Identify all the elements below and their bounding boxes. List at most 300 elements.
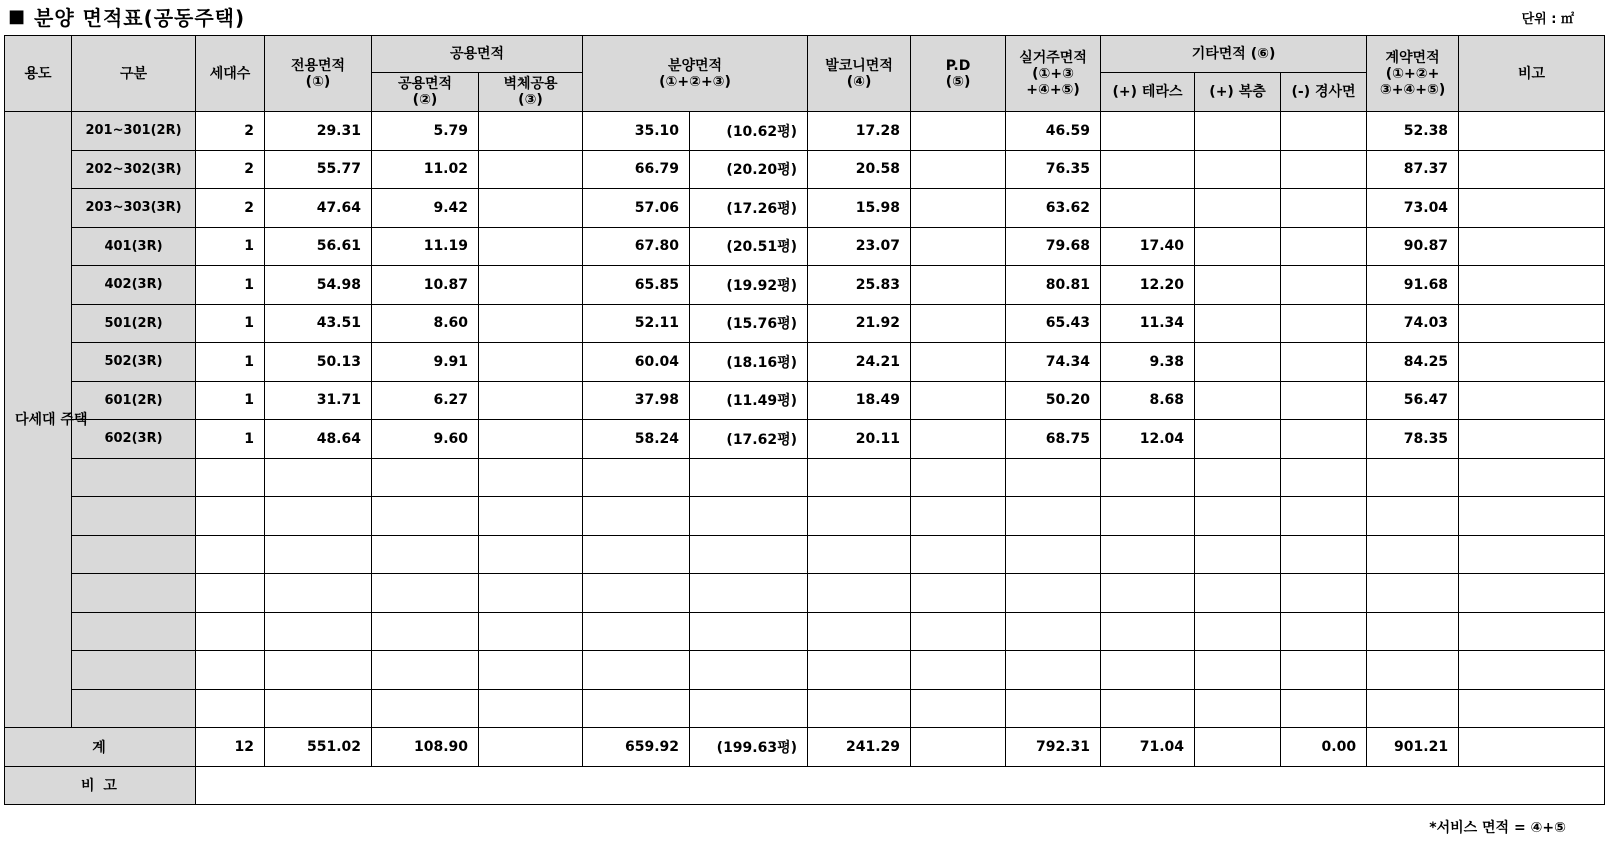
row-contract — [1367, 497, 1459, 536]
remarks-label: 비 고 — [5, 766, 196, 804]
row-sale — [583, 651, 690, 690]
row-slope — [1281, 651, 1367, 690]
row-households: 1 — [196, 227, 265, 266]
row-slope — [1281, 420, 1367, 459]
row-duplex — [1195, 266, 1281, 305]
row-common — [372, 612, 479, 651]
row-note — [1459, 458, 1605, 497]
row-slope — [1281, 304, 1367, 343]
row-common — [372, 651, 479, 690]
row-gubun: 501(2R) — [72, 304, 196, 343]
row-note — [1459, 227, 1605, 266]
row-note — [1459, 343, 1605, 382]
header-wall-line1: 벽체공용 — [503, 76, 558, 92]
row-pd — [911, 458, 1006, 497]
row-pd — [911, 612, 1006, 651]
row-pyeong — [690, 574, 808, 613]
row-balcony — [808, 535, 911, 574]
row-sale — [583, 458, 690, 497]
row-sale: 67.80 — [583, 227, 690, 266]
row-pyeong: (19.92평) — [690, 266, 808, 305]
header-common-group: 공용면적 — [372, 36, 583, 73]
total-terrace: 71.04 — [1101, 728, 1195, 767]
row-sale: 58.24 — [583, 420, 690, 459]
row-actual: 79.68 — [1006, 227, 1101, 266]
row-slope — [1281, 497, 1367, 536]
row-note — [1459, 420, 1605, 459]
header-actual-line2: (①+③ — [1032, 65, 1074, 82]
row-households: 1 — [196, 266, 265, 305]
row-sale: 60.04 — [583, 343, 690, 382]
header-common-line1: 공용면적 — [397, 76, 453, 92]
row-pyeong: (20.51평) — [690, 227, 808, 266]
row-wall — [479, 612, 583, 651]
header-contract-line2: (①+②+ — [1385, 65, 1440, 82]
row-slope — [1281, 381, 1367, 420]
header-actual — [1006, 36, 1101, 112]
row-households: 2 — [196, 150, 265, 189]
table-body — [5, 112, 1605, 805]
row-pyeong: (17.26평) — [690, 189, 808, 228]
remarks-row — [5, 766, 1605, 804]
row-terrace: 12.04 — [1101, 420, 1195, 459]
row-exclusive: 48.64 — [265, 420, 372, 459]
row-actual — [1006, 535, 1101, 574]
total-pd — [911, 728, 1006, 767]
row-slope — [1281, 574, 1367, 613]
row-duplex — [1195, 112, 1281, 151]
row-wall — [479, 266, 583, 305]
row-slope — [1281, 189, 1367, 228]
table-row — [5, 343, 1605, 382]
row-pyeong: (20.20평) — [690, 150, 808, 189]
row-actual: 76.35 — [1006, 150, 1101, 189]
row-wall — [479, 458, 583, 497]
header-households: 세대수 — [196, 36, 265, 112]
total-actual: 792.31 — [1006, 728, 1101, 767]
row-pd — [911, 574, 1006, 613]
row-slope — [1281, 458, 1367, 497]
row-balcony: 20.11 — [808, 420, 911, 459]
row-wall — [479, 227, 583, 266]
row-contract: 56.47 — [1367, 381, 1459, 420]
header-exclusive-line2: (①) — [305, 73, 331, 90]
row-wall — [479, 189, 583, 228]
row-wall — [479, 651, 583, 690]
row-exclusive: 56.61 — [265, 227, 372, 266]
row-gubun: 401(3R) — [72, 227, 196, 266]
row-terrace — [1101, 689, 1195, 728]
row-pd — [911, 420, 1006, 459]
row-duplex — [1195, 689, 1281, 728]
row-pd — [911, 189, 1006, 228]
row-duplex — [1195, 612, 1281, 651]
table-row — [5, 189, 1605, 228]
row-households: 1 — [196, 343, 265, 382]
row-gubun — [72, 689, 196, 728]
row-exclusive — [265, 689, 372, 728]
remarks-value — [196, 766, 1605, 804]
row-exclusive — [265, 497, 372, 536]
row-contract — [1367, 574, 1459, 613]
row-terrace — [1101, 458, 1195, 497]
row-slope — [1281, 227, 1367, 266]
row-actual — [1006, 458, 1101, 497]
row-wall — [479, 150, 583, 189]
row-common: 6.27 — [372, 381, 479, 420]
row-note — [1459, 112, 1605, 151]
row-common: 10.87 — [372, 266, 479, 305]
row-duplex — [1195, 381, 1281, 420]
row-note — [1459, 574, 1605, 613]
row-pd — [911, 689, 1006, 728]
row-exclusive — [265, 535, 372, 574]
row-balcony: 24.21 — [808, 343, 911, 382]
header-actual-line1: 실거주면적 — [1019, 49, 1087, 66]
row-duplex — [1195, 535, 1281, 574]
row-pd — [911, 304, 1006, 343]
row-wall — [479, 381, 583, 420]
row-gubun: 201~301(2R) — [72, 112, 196, 151]
row-pd — [911, 266, 1006, 305]
row-contract: 74.03 — [1367, 304, 1459, 343]
row-duplex — [1195, 651, 1281, 690]
row-households — [196, 574, 265, 613]
row-common — [372, 458, 479, 497]
table-row — [5, 266, 1605, 305]
row-common: 11.02 — [372, 150, 479, 189]
table-row — [5, 458, 1605, 497]
row-duplex — [1195, 420, 1281, 459]
total-pyeong: (199.63평) — [690, 728, 808, 767]
row-note — [1459, 612, 1605, 651]
row-terrace — [1101, 612, 1195, 651]
row-contract — [1367, 612, 1459, 651]
row-common: 9.91 — [372, 343, 479, 382]
row-balcony — [808, 497, 911, 536]
row-contract: 73.04 — [1367, 189, 1459, 228]
row-sale: 35.10 — [583, 112, 690, 151]
row-pyeong: (18.16평) — [690, 343, 808, 382]
row-terrace — [1101, 497, 1195, 536]
row-terrace — [1101, 150, 1195, 189]
row-common — [372, 689, 479, 728]
header-contract-line3: ③+④+⑤) — [1379, 81, 1446, 98]
row-balcony — [808, 458, 911, 497]
header-pd — [911, 36, 1006, 112]
total-balcony: 241.29 — [808, 728, 911, 767]
row-wall — [479, 343, 583, 382]
row-wall — [479, 574, 583, 613]
row-actual — [1006, 574, 1101, 613]
row-actual — [1006, 689, 1101, 728]
row-gubun: 202~302(3R) — [72, 150, 196, 189]
table-row — [5, 689, 1605, 728]
row-note — [1459, 497, 1605, 536]
row-note — [1459, 535, 1605, 574]
row-actual — [1006, 651, 1101, 690]
row-terrace — [1101, 112, 1195, 151]
unit-label: 단위 : ㎡ — [1521, 12, 1574, 27]
total-common: 108.90 — [372, 728, 479, 767]
title-square-marker: ■ — [8, 5, 27, 27]
row-sale: 37.98 — [583, 381, 690, 420]
row-terrace: 8.68 — [1101, 381, 1195, 420]
row-households — [196, 612, 265, 651]
row-slope — [1281, 535, 1367, 574]
row-contract: 52.38 — [1367, 112, 1459, 151]
row-wall — [479, 689, 583, 728]
row-sale: 65.85 — [583, 266, 690, 305]
row-households: 1 — [196, 381, 265, 420]
header-sale-line1: 분양면적 — [667, 57, 723, 74]
total-note — [1459, 728, 1605, 767]
row-contract — [1367, 689, 1459, 728]
row-balcony — [808, 612, 911, 651]
row-exclusive — [265, 458, 372, 497]
row-terrace — [1101, 189, 1195, 228]
row-exclusive: 50.13 — [265, 343, 372, 382]
header-terrace: (+) 테라스 — [1101, 73, 1195, 112]
row-actual: 63.62 — [1006, 189, 1101, 228]
row-balcony: 17.28 — [808, 112, 911, 151]
service-area-footnote: *서비스 면적 = ④+⑤ — [1429, 820, 1566, 836]
header-actual-line3: +④+⑤) — [1026, 81, 1080, 98]
row-wall — [479, 112, 583, 151]
row-exclusive: 43.51 — [265, 304, 372, 343]
row-duplex — [1195, 458, 1281, 497]
row-pyeong: (15.76평) — [690, 304, 808, 343]
total-contract: 901.21 — [1367, 728, 1459, 767]
row-sale: 66.79 — [583, 150, 690, 189]
total-households: 12 — [196, 728, 265, 767]
header-exclusive — [265, 36, 372, 112]
row-common: 9.42 — [372, 189, 479, 228]
row-wall — [479, 304, 583, 343]
header-gubun: 구분 — [72, 36, 196, 112]
row-contract: 91.68 — [1367, 266, 1459, 305]
row-pd — [911, 343, 1006, 382]
row-households — [196, 689, 265, 728]
table-row — [5, 112, 1605, 151]
row-common — [372, 535, 479, 574]
row-terrace: 12.20 — [1101, 266, 1195, 305]
row-common — [372, 574, 479, 613]
row-pd — [911, 227, 1006, 266]
row-exclusive: 55.77 — [265, 150, 372, 189]
row-gubun: 502(3R) — [72, 343, 196, 382]
row-slope — [1281, 150, 1367, 189]
row-sale — [583, 612, 690, 651]
total-slope: 0.00 — [1281, 728, 1367, 767]
row-duplex — [1195, 574, 1281, 613]
row-pd — [911, 381, 1006, 420]
header-wall — [479, 73, 583, 112]
row-actual: 68.75 — [1006, 420, 1101, 459]
row-pyeong — [690, 651, 808, 690]
total-label: 계 — [5, 728, 196, 767]
row-note — [1459, 304, 1605, 343]
table-row — [5, 651, 1605, 690]
row-gubun — [72, 535, 196, 574]
row-gubun: 602(3R) — [72, 420, 196, 459]
header-sale — [583, 36, 808, 112]
total-wall — [479, 728, 583, 767]
row-sale: 57.06 — [583, 189, 690, 228]
row-common — [372, 497, 479, 536]
row-gubun — [72, 651, 196, 690]
row-terrace: 11.34 — [1101, 304, 1195, 343]
row-households: 2 — [196, 189, 265, 228]
total-exclusive: 551.02 — [265, 728, 372, 767]
total-duplex — [1195, 728, 1281, 767]
table-row — [5, 497, 1605, 536]
header-balcony — [808, 36, 911, 112]
row-common: 9.60 — [372, 420, 479, 459]
table-row — [5, 535, 1605, 574]
row-households — [196, 458, 265, 497]
header-pd-line2: (⑤) — [945, 73, 971, 90]
row-exclusive — [265, 574, 372, 613]
title-text: 분양 면적표(공동주택) — [34, 5, 246, 30]
row-contract — [1367, 651, 1459, 690]
row-duplex — [1195, 343, 1281, 382]
row-balcony: 20.58 — [808, 150, 911, 189]
row-pyeong — [690, 689, 808, 728]
row-contract: 78.35 — [1367, 420, 1459, 459]
row-contract — [1367, 458, 1459, 497]
row-actual: 46.59 — [1006, 112, 1101, 151]
row-pyeong — [690, 497, 808, 536]
row-balcony: 21.92 — [808, 304, 911, 343]
row-pyeong: (11.49평) — [690, 381, 808, 420]
header-common-line2: (②) — [412, 92, 438, 108]
row-pyeong — [690, 458, 808, 497]
row-exclusive: 29.31 — [265, 112, 372, 151]
row-actual: 65.43 — [1006, 304, 1101, 343]
header-duplex: (+) 복층 — [1195, 73, 1281, 112]
row-gubun — [72, 574, 196, 613]
header-balcony-line2: (④) — [846, 73, 872, 90]
row-slope — [1281, 612, 1367, 651]
row-slope — [1281, 689, 1367, 728]
row-pyeong: (10.62평) — [690, 112, 808, 151]
row-wall — [479, 497, 583, 536]
row-duplex — [1195, 497, 1281, 536]
total-row — [5, 728, 1605, 767]
row-common: 8.60 — [372, 304, 479, 343]
row-pd — [911, 497, 1006, 536]
row-duplex — [1195, 150, 1281, 189]
row-slope — [1281, 266, 1367, 305]
row-common: 11.19 — [372, 227, 479, 266]
row-pd — [911, 150, 1006, 189]
row-pyeong — [690, 535, 808, 574]
row-terrace — [1101, 574, 1195, 613]
table-row — [5, 381, 1605, 420]
table-row — [5, 420, 1605, 459]
row-balcony: 15.98 — [808, 189, 911, 228]
row-gubun — [72, 612, 196, 651]
row-gubun: 601(2R) — [72, 381, 196, 420]
page-title — [8, 2, 245, 30]
row-households: 2 — [196, 112, 265, 151]
row-pyeong — [690, 612, 808, 651]
row-gubun — [72, 497, 196, 536]
row-households: 1 — [196, 304, 265, 343]
row-actual: 80.81 — [1006, 266, 1101, 305]
row-terrace — [1101, 535, 1195, 574]
table-row — [5, 150, 1605, 189]
row-households — [196, 535, 265, 574]
row-balcony: 23.07 — [808, 227, 911, 266]
row-sale — [583, 535, 690, 574]
row-terrace — [1101, 651, 1195, 690]
row-balcony — [808, 689, 911, 728]
row-sale: 52.11 — [583, 304, 690, 343]
row-contract — [1367, 535, 1459, 574]
row-duplex — [1195, 227, 1281, 266]
header-contract-line1: 계약면적 — [1385, 49, 1440, 66]
row-households — [196, 651, 265, 690]
row-terrace: 9.38 — [1101, 343, 1195, 382]
row-note — [1459, 381, 1605, 420]
row-actual — [1006, 612, 1101, 651]
header-pd-line1: P.D — [945, 57, 971, 74]
row-note — [1459, 689, 1605, 728]
row-gubun — [72, 458, 196, 497]
row-balcony — [808, 651, 911, 690]
row-exclusive — [265, 651, 372, 690]
row-note — [1459, 189, 1605, 228]
row-contract: 87.37 — [1367, 150, 1459, 189]
row-note — [1459, 266, 1605, 305]
header-wall-line2: (③) — [518, 92, 543, 108]
row-common: 5.79 — [372, 112, 479, 151]
row-wall — [479, 535, 583, 574]
row-exclusive: 47.64 — [265, 189, 372, 228]
table-row — [5, 304, 1605, 343]
row-pd — [911, 112, 1006, 151]
usage-label: 다세대 주택 — [5, 112, 72, 728]
row-households: 1 — [196, 420, 265, 459]
row-contract: 90.87 — [1367, 227, 1459, 266]
row-terrace: 17.40 — [1101, 227, 1195, 266]
row-pd — [911, 535, 1006, 574]
row-actual: 74.34 — [1006, 343, 1101, 382]
header-contract — [1367, 36, 1459, 112]
row-exclusive: 31.71 — [265, 381, 372, 420]
area-table — [4, 35, 1605, 805]
row-gubun: 203~303(3R) — [72, 189, 196, 228]
row-wall — [479, 420, 583, 459]
row-pyeong: (17.62평) — [690, 420, 808, 459]
row-balcony — [808, 574, 911, 613]
header-balcony-line1: 발코니면적 — [825, 57, 893, 74]
row-pd — [911, 651, 1006, 690]
row-exclusive — [265, 612, 372, 651]
row-duplex — [1195, 304, 1281, 343]
row-gubun: 402(3R) — [72, 266, 196, 305]
row-sale — [583, 574, 690, 613]
total-sale: 659.92 — [583, 728, 690, 767]
header-remarks: 비고 — [1459, 36, 1605, 112]
row-sale — [583, 689, 690, 728]
header-other-group: 기타면적 (⑥) — [1101, 36, 1367, 73]
row-note — [1459, 150, 1605, 189]
header-exclusive-line1: 전용면적 — [290, 57, 346, 74]
row-actual — [1006, 497, 1101, 536]
